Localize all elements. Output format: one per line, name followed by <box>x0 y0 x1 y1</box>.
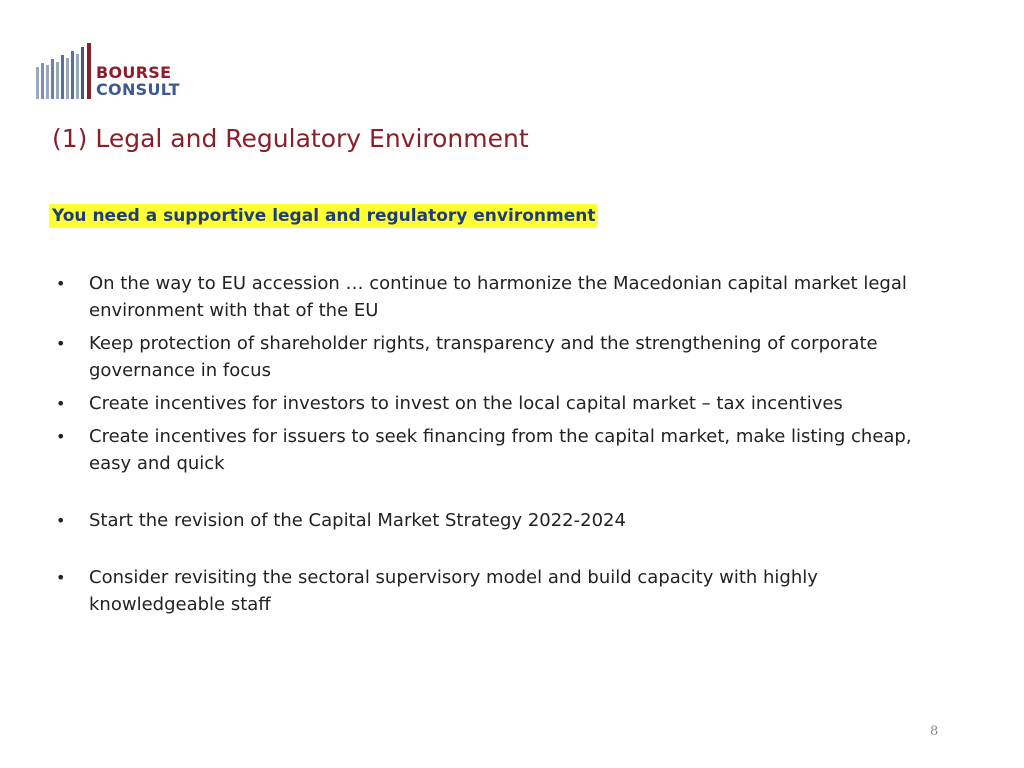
bullet-icon: • <box>56 334 66 353</box>
bullet-item <box>52 564 912 618</box>
bullet-list <box>52 270 912 624</box>
bullet-item <box>52 390 912 417</box>
bullet-icon: • <box>56 427 66 446</box>
bullet-text: On the way to EU accession … continue to harmonize the Macedonian capital market legal environment with that of the EU <box>89 273 907 321</box>
bullet-text: Consider revisiting the sectoral supervisory model and build capacity with highly knowledgeable staff <box>89 567 818 615</box>
bullet-item <box>52 423 912 477</box>
page-number: 8 <box>930 724 939 739</box>
bullet-icon: • <box>56 511 66 530</box>
logo-wordmark <box>96 64 180 98</box>
bullet-icon: • <box>56 394 66 413</box>
bar-chart-logo-icon <box>36 43 92 99</box>
bullet-icon: • <box>56 568 66 587</box>
bullet-item <box>52 270 912 324</box>
bourse-consult-logo <box>36 43 180 99</box>
bullet-text: Start the revision of the Capital Market Strategy 2022-2024 <box>89 510 626 531</box>
logo-word-bourse: BOURSE <box>96 63 172 82</box>
highlighted-subtitle: You need a supportive legal and regulatory environment <box>49 204 598 228</box>
bullet-text: Create incentives for issuers to seek financing from the capital market, make listing cheap, easy and quick <box>89 426 912 474</box>
logo-word-consult: CONSULT <box>96 80 180 99</box>
bullet-text: Create incentives for investors to invest on the local capital market – tax incentives <box>89 393 843 414</box>
bullet-item <box>52 507 912 534</box>
bullet-item <box>52 330 912 384</box>
slide-title: (1) Legal and Regulatory Environment <box>52 124 529 153</box>
bullet-icon: • <box>56 274 66 293</box>
bullet-text: Keep protection of shareholder rights, transparency and the strengthening of corporate governance in focus <box>89 333 878 381</box>
